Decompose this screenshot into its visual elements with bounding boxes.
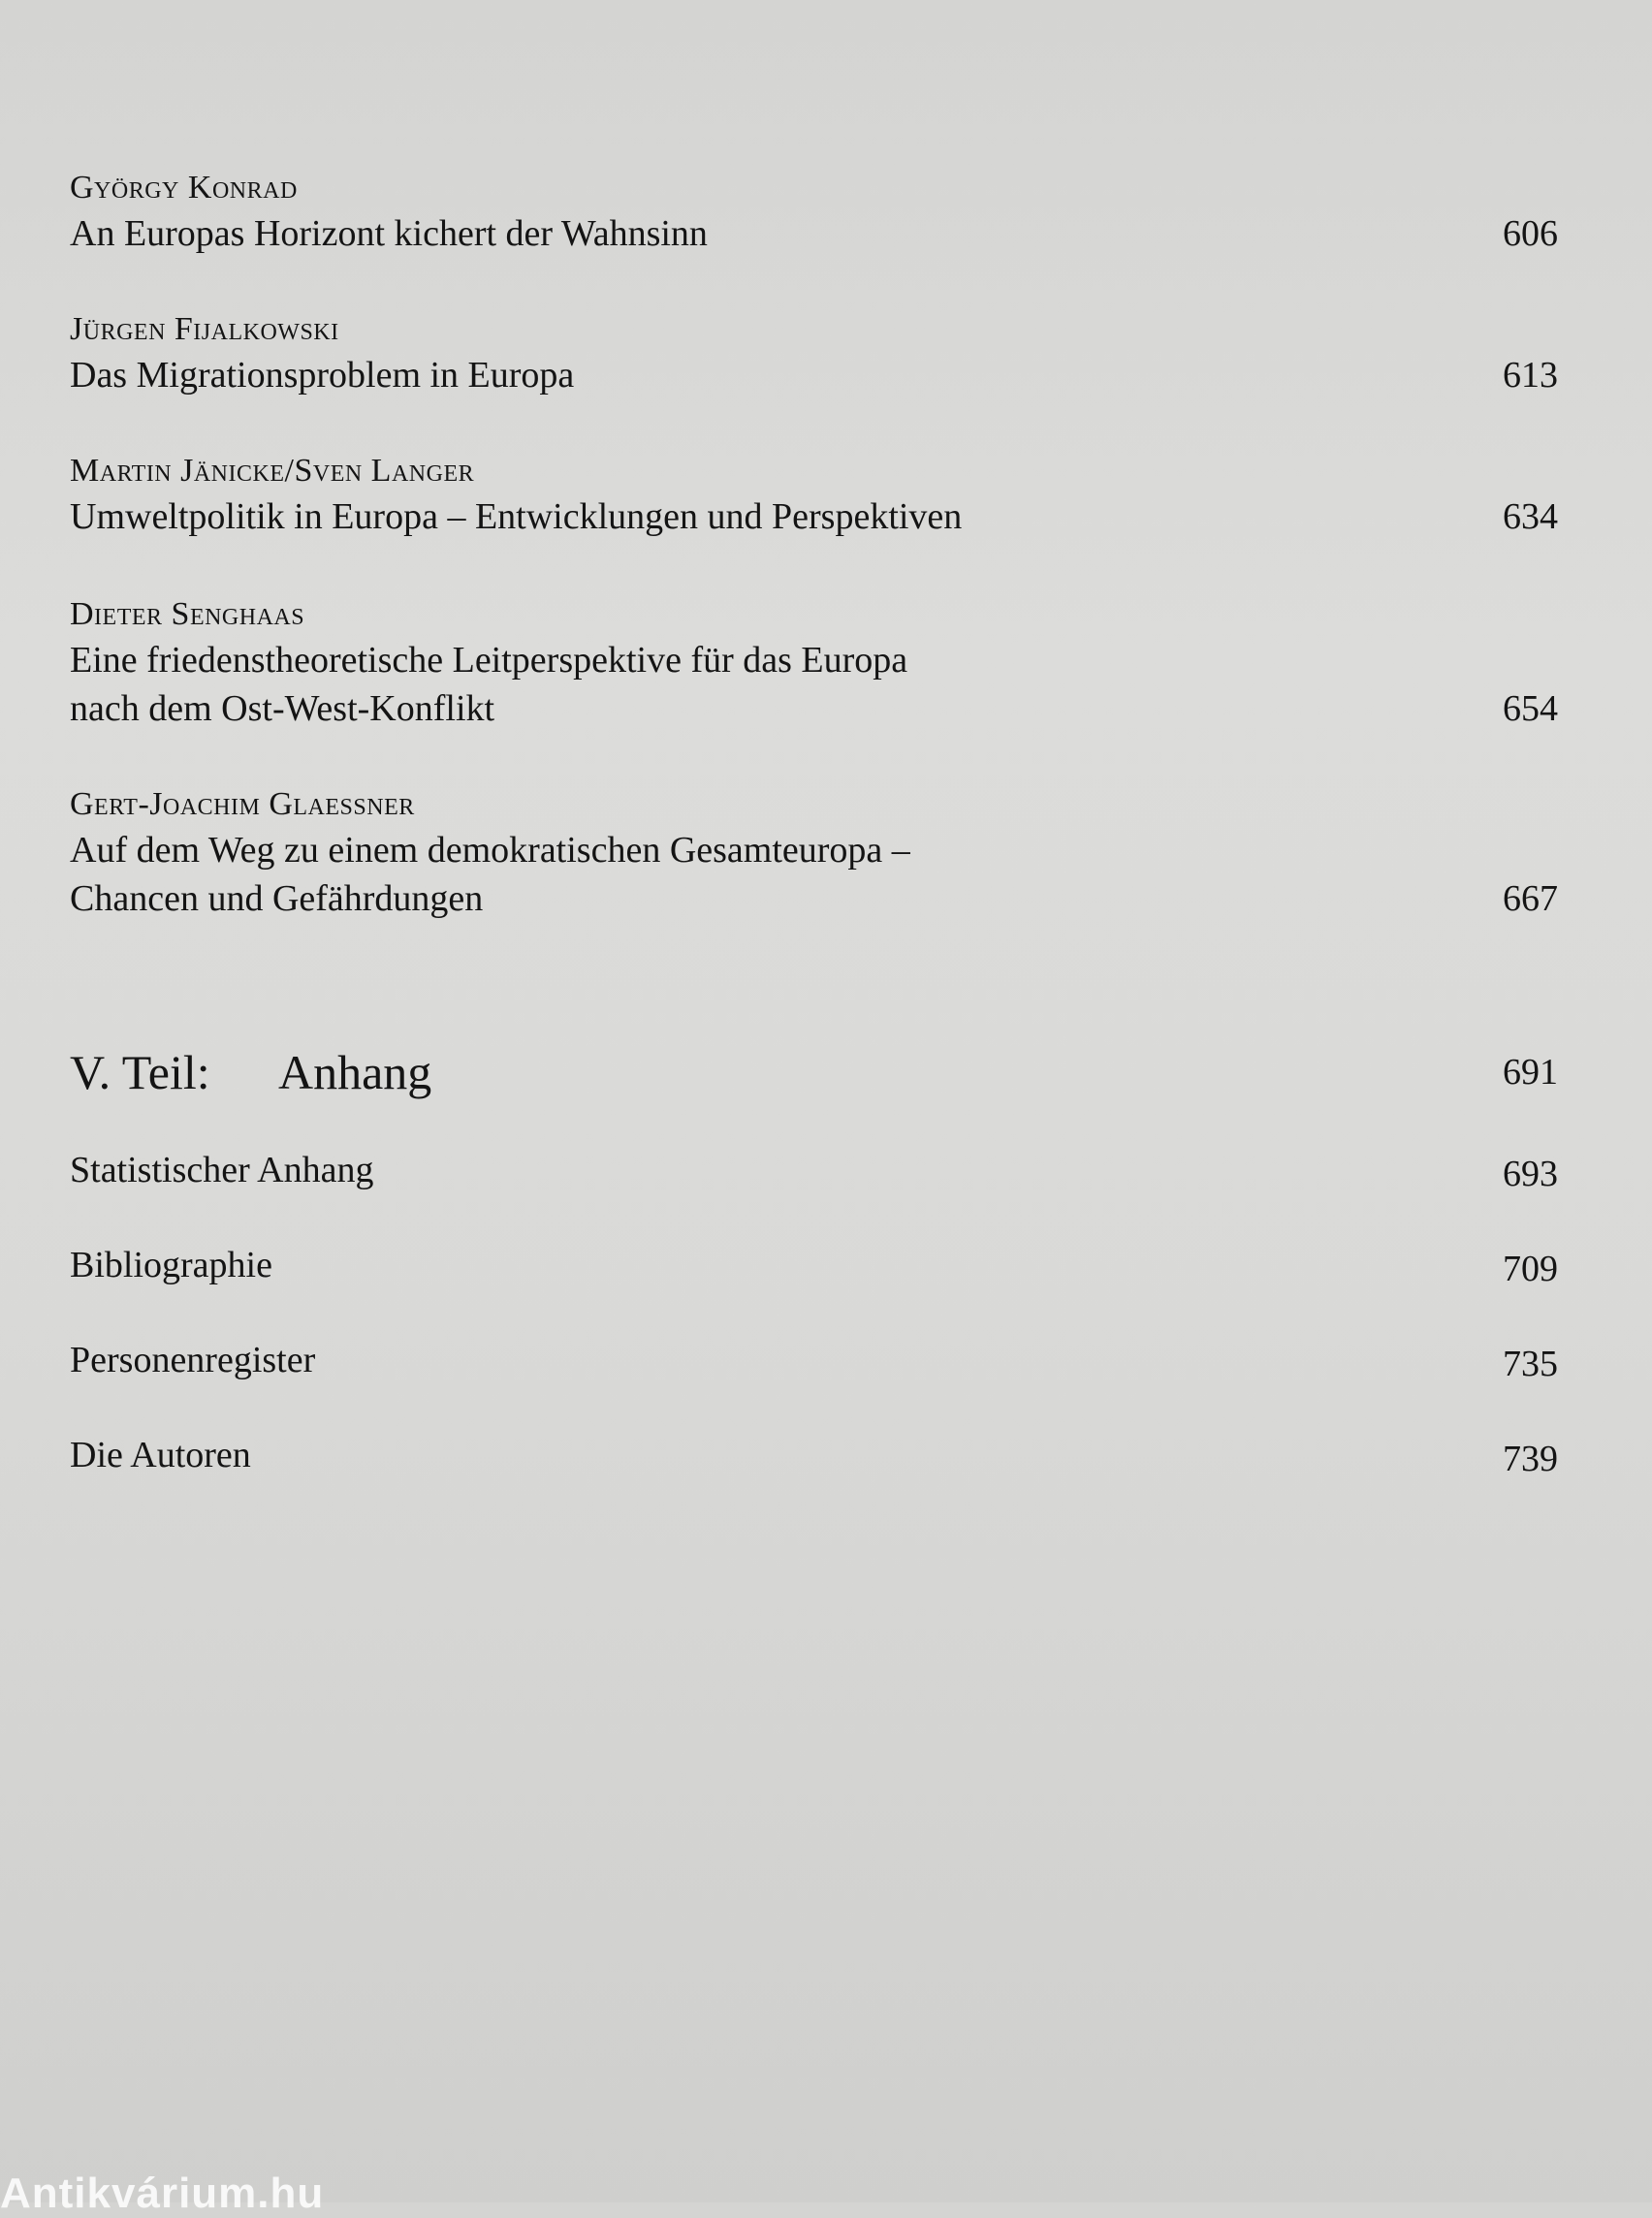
appendix-title: Personenregister	[70, 1340, 316, 1380]
entry-title-continued: nach dem Ost-West-Konflikt	[70, 688, 495, 729]
appendix-entry	[70, 1146, 1558, 1194]
entry-title: Auf dem Weg zu einem demokratischen Gesamteuropa –	[70, 830, 910, 871]
entry-author: Martin Jänicke/Sven Langer	[70, 453, 475, 489]
section-heading	[70, 1043, 1558, 1101]
appendix-entry	[70, 1431, 1558, 1479]
section-page-number: 691	[1503, 1052, 1558, 1093]
appendix-entry	[70, 1241, 1558, 1289]
appendix-page-number: 735	[1503, 1344, 1558, 1384]
section-title: Anhang	[278, 1045, 432, 1099]
entry-page-number: 613	[1503, 355, 1558, 396]
toc-entry	[70, 167, 1558, 258]
toc-entry	[70, 450, 1558, 541]
appendix-title: Bibliographie	[70, 1245, 272, 1285]
entry-page-number: 606	[1503, 213, 1558, 254]
entry-title: Eine friedenstheoretische Leitperspektive für das Europa	[70, 640, 908, 681]
entry-author: Gert-Joachim Glaessner	[70, 786, 415, 822]
entry-title: An Europas Horizont kichert der Wahnsinn	[70, 213, 708, 254]
appendix-title: Statistischer Anhang	[70, 1150, 374, 1190]
entry-title: Das Migrationsproblem in Europa	[70, 355, 575, 396]
entry-title-continued: Chancen und Gefährdungen	[70, 878, 484, 919]
appendix-entry	[70, 1336, 1558, 1384]
toc-entry	[70, 308, 1558, 399]
appendix-title: Die Autoren	[70, 1435, 251, 1475]
entry-author: Jürgen Fijalkowski	[70, 311, 339, 347]
watermark-logo: Antikvárium.hu	[0, 2170, 325, 2217]
appendix-page-number: 693	[1503, 1154, 1558, 1194]
appendix-page-number: 739	[1503, 1439, 1558, 1479]
appendix-page-number: 709	[1503, 1249, 1558, 1289]
entry-page-number: 667	[1503, 878, 1558, 919]
entry-author: Dieter Senghaas	[70, 596, 305, 632]
section-label: V. Teil:	[70, 1045, 210, 1099]
entry-title: Umweltpolitik in Europa – Entwicklungen und Perspektiven	[70, 496, 963, 537]
toc-entry	[70, 593, 1558, 733]
toc-entry	[70, 783, 1558, 923]
entry-page-number: 654	[1503, 688, 1558, 729]
entry-author: György Konrad	[70, 170, 298, 206]
entry-page-number: 634	[1503, 496, 1558, 537]
